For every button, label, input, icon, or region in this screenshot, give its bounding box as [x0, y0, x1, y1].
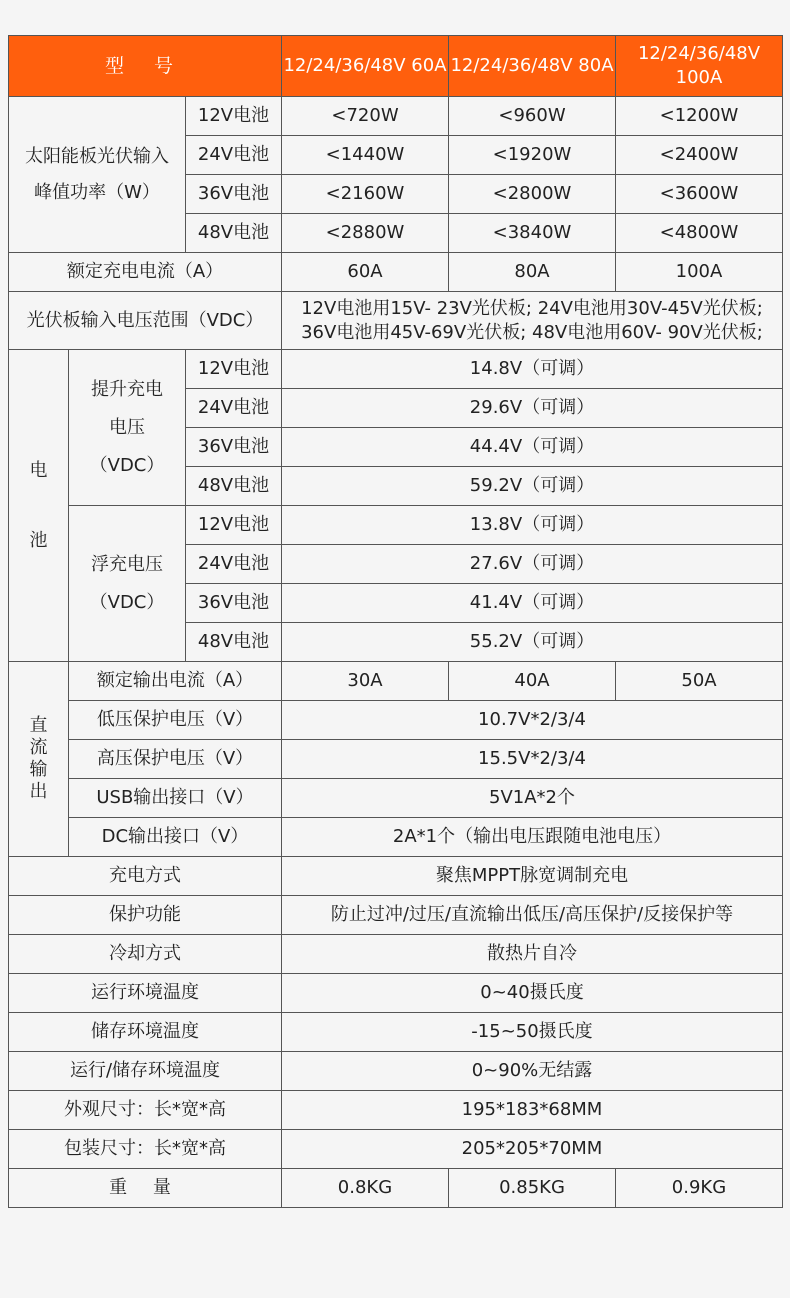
- weight-label: 重 量: [9, 1169, 282, 1208]
- pv-peak-value: <720W: [282, 97, 449, 136]
- dc-port-label: DC输出接口（V）: [69, 818, 282, 857]
- spec-label: 外观尺寸：长*宽*高: [9, 1091, 282, 1130]
- rated-charge-value: 80A: [449, 253, 616, 292]
- pv-voltage-label: 光伏板输入电压范围（VDC）: [9, 292, 282, 350]
- battery-label-char2: 池: [29, 529, 48, 551]
- table-row: [9, 253, 783, 292]
- table-row: [9, 935, 783, 974]
- model-60a: 12/24/36/48V 60A: [282, 36, 449, 97]
- float-label-line1: 浮充电压: [91, 553, 163, 575]
- table-row: [9, 1091, 783, 1130]
- table-row: [9, 1169, 783, 1208]
- boost-label-line3: （VDC）: [89, 454, 165, 476]
- pv-voltage-line1: 12V电池用15V- 23V光伏板; 24V电池用30V-45V光伏板;: [301, 297, 763, 319]
- pv-peak-value: <3600W: [616, 175, 783, 214]
- battery-type: 12V电池: [186, 350, 282, 389]
- battery-type: 36V电池: [186, 584, 282, 623]
- table-row: [9, 701, 783, 740]
- pv-peak-value: <1200W: [616, 97, 783, 136]
- pv-peak-value: <2880W: [282, 214, 449, 253]
- table-row: [9, 857, 783, 896]
- dc-label-char: 流: [29, 737, 48, 758]
- spec-label: 运行环境温度: [9, 974, 282, 1013]
- spec-value: 195*183*68MM: [282, 1091, 783, 1130]
- rated-charge-value: 60A: [282, 253, 449, 292]
- dc-output-section-label: [9, 662, 69, 857]
- dc-label-char: 出: [29, 781, 48, 802]
- pv-voltage-line2: 36V电池用45V-69V光伏板; 48V电池用60V- 90V光伏板;: [301, 321, 763, 343]
- spec-value: 0~40摄氏度: [282, 974, 783, 1013]
- battery-type: 36V电池: [186, 175, 282, 214]
- table-row: [9, 662, 783, 701]
- table-row: [9, 779, 783, 818]
- pv-peak-label-line1: 太阳能板光伏输入: [25, 145, 169, 167]
- spec-value: 205*205*70MM: [282, 1130, 783, 1169]
- weight-value: 0.9KG: [616, 1169, 783, 1208]
- dc-port-value: 2A*1个（输出电压跟随电池电压）: [282, 818, 783, 857]
- pv-peak-value: <2160W: [282, 175, 449, 214]
- pv-peak-value: <1440W: [282, 136, 449, 175]
- battery-type: 24V电池: [186, 545, 282, 584]
- float-voltage-value: 55.2V（可调）: [282, 623, 783, 662]
- battery-type: 36V电池: [186, 428, 282, 467]
- low-voltage-label: 低压保护电压（V）: [69, 701, 282, 740]
- rated-charge-value: 100A: [616, 253, 783, 292]
- boost-label-line1: 提升充电: [91, 378, 163, 400]
- battery-type: 12V电池: [186, 506, 282, 545]
- rated-output-value: 40A: [449, 662, 616, 701]
- table-row: [9, 740, 783, 779]
- model-80a: 12/24/36/48V 80A: [449, 36, 616, 97]
- rated-charge-label: 额定充电电流（A）: [9, 253, 282, 292]
- table-row: [9, 506, 783, 545]
- weight-value: 0.85KG: [449, 1169, 616, 1208]
- battery-type: 24V电池: [186, 389, 282, 428]
- boost-voltage-value: 14.8V（可调）: [282, 350, 783, 389]
- dc-label-char: 输: [29, 759, 48, 780]
- spec-label: 包装尺寸：长*宽*高: [9, 1130, 282, 1169]
- spec-value: 0~90%无结露: [282, 1052, 783, 1091]
- dc-label-char: 直: [29, 715, 48, 736]
- boost-label-line2: 电压: [109, 416, 145, 438]
- model-100a: 12/24/36/48V 100A: [616, 36, 783, 97]
- rated-output-label: 额定输出电流（A）: [69, 662, 282, 701]
- pv-peak-value: <3840W: [449, 214, 616, 253]
- header-row: [9, 36, 783, 97]
- float-voltage-value: 13.8V（可调）: [282, 506, 783, 545]
- low-voltage-value: 10.7V*2/3/4: [282, 701, 783, 740]
- table-row: [9, 97, 783, 136]
- pv-peak-value: <2400W: [616, 136, 783, 175]
- boost-voltage-value: 29.6V（可调）: [282, 389, 783, 428]
- spec-table: [8, 35, 783, 1208]
- pv-peak-label-line2: 峰值功率（W）: [34, 181, 160, 203]
- table-row: [9, 292, 783, 350]
- battery-section-label: [9, 350, 69, 662]
- boost-voltage-value: 59.2V（可调）: [282, 467, 783, 506]
- table-row: [9, 974, 783, 1013]
- pv-peak-label: [9, 97, 186, 253]
- table-row: [9, 896, 783, 935]
- weight-value: 0.8KG: [282, 1169, 449, 1208]
- battery-type: 48V电池: [186, 467, 282, 506]
- spec-label: 冷却方式: [9, 935, 282, 974]
- spec-label: 充电方式: [9, 857, 282, 896]
- usb-value: 5V1A*2个: [282, 779, 783, 818]
- pv-voltage-value: [282, 292, 783, 350]
- pv-peak-value: <960W: [449, 97, 616, 136]
- table-row: [9, 350, 783, 389]
- pv-peak-value: <4800W: [616, 214, 783, 253]
- boost-voltage-label: [69, 350, 186, 506]
- float-voltage-value: 27.6V（可调）: [282, 545, 783, 584]
- spec-label: 运行/储存环境温度: [9, 1052, 282, 1091]
- spec-value: 防止过冲/过压/直流输出低压/高压保护/反接保护等: [282, 896, 783, 935]
- table-row: [9, 1130, 783, 1169]
- table-row: [9, 1013, 783, 1052]
- high-voltage-label: 高压保护电压（V）: [69, 740, 282, 779]
- boost-voltage-value: 44.4V（可调）: [282, 428, 783, 467]
- float-label-line2: （VDC）: [89, 591, 165, 613]
- pv-peak-value: <2800W: [449, 175, 616, 214]
- spec-label: 保护功能: [9, 896, 282, 935]
- battery-type: 48V电池: [186, 214, 282, 253]
- rated-output-value: 30A: [282, 662, 449, 701]
- spec-value: -15~50摄氏度: [282, 1013, 783, 1052]
- table-row: [9, 1052, 783, 1091]
- usb-label: USB输出接口（V）: [69, 779, 282, 818]
- rated-output-value: 50A: [616, 662, 783, 701]
- pv-peak-value: <1920W: [449, 136, 616, 175]
- spec-value: 聚焦MPPT脉宽调制充电: [282, 857, 783, 896]
- battery-type: 24V电池: [186, 136, 282, 175]
- spec-value: 散热片自冷: [282, 935, 783, 974]
- high-voltage-value: 15.5V*2/3/4: [282, 740, 783, 779]
- battery-type: 48V电池: [186, 623, 282, 662]
- spec-label: 储存环境温度: [9, 1013, 282, 1052]
- table-row: [9, 818, 783, 857]
- model-header: 型 号: [9, 36, 282, 97]
- float-voltage-value: 41.4V（可调）: [282, 584, 783, 623]
- battery-type: 12V电池: [186, 97, 282, 136]
- battery-label-char1: 电: [29, 459, 48, 481]
- float-voltage-label: [69, 506, 186, 662]
